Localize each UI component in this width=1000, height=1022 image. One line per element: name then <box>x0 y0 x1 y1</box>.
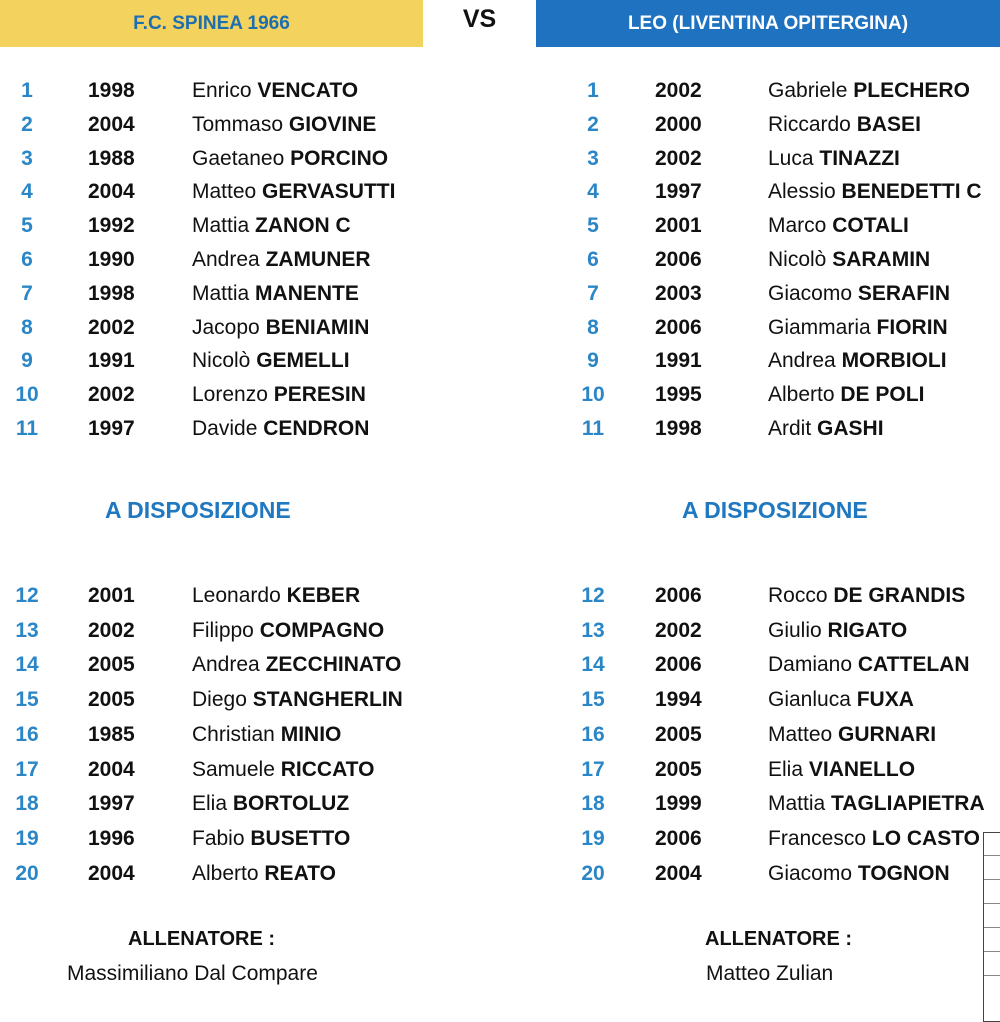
player-name <box>192 862 336 886</box>
home-team-column <box>0 0 500 1000</box>
player-first-name: Tommaso <box>192 112 284 136</box>
player-birth-year: 2004 <box>88 112 135 136</box>
player-row <box>0 211 500 241</box>
player-last-name: BENEDETTI C <box>841 180 982 204</box>
player-last-name: TINAZZI <box>819 146 900 170</box>
player-birth-year: 2006 <box>655 584 702 607</box>
player-row <box>0 650 500 680</box>
player-number: 16 <box>581 722 605 746</box>
player-name <box>192 79 358 103</box>
player-number: 7 <box>587 281 599 305</box>
player-last-name: GASHI <box>817 417 884 440</box>
player-last-name: VIANELLO <box>808 757 916 781</box>
player-first-name: Luca <box>768 146 814 170</box>
player-name <box>192 619 384 643</box>
player-last-name: DE GRANDIS <box>833 584 966 607</box>
player-birth-year: 2001 <box>88 584 135 607</box>
player-row <box>500 313 1000 343</box>
player-first-name: Christian <box>192 722 275 746</box>
player-name <box>768 147 900 171</box>
away-subs-title: A DISPOSIZIONE <box>682 497 868 523</box>
player-name <box>192 113 376 137</box>
player-name <box>192 147 388 171</box>
player-name <box>192 827 350 851</box>
player-birth-year: 1998 <box>655 417 702 440</box>
player-row <box>500 279 1000 309</box>
player-birth-year: 2002 <box>88 315 135 339</box>
player-last-name: GURNARI <box>838 722 937 746</box>
player-row <box>500 245 1000 275</box>
player-birth-year: 2002 <box>655 618 702 642</box>
player-birth-year: 1998 <box>88 79 135 102</box>
player-last-name: PORCINO <box>290 146 389 170</box>
player-name <box>768 113 921 137</box>
player-birth-year: 1996 <box>88 826 135 850</box>
player-number: 17 <box>15 757 39 781</box>
player-last-name: VENCATO <box>257 79 359 102</box>
player-number: 19 <box>581 826 605 850</box>
player-row <box>0 380 500 410</box>
player-number: 5 <box>587 214 599 238</box>
player-birth-year: 2004 <box>88 180 135 204</box>
player-birth-year: 2003 <box>655 281 702 305</box>
player-birth-year: 2000 <box>655 112 702 136</box>
player-number: 12 <box>581 584 605 607</box>
player-birth-year: 2002 <box>88 618 135 642</box>
away-team-column <box>500 0 1000 1000</box>
player-row <box>500 650 1000 680</box>
player-name <box>768 758 915 782</box>
player-row <box>0 824 500 854</box>
player-first-name: Gaetaneo <box>192 146 285 170</box>
home-subs-title: A DISPOSIZIONE <box>105 497 291 523</box>
corner-table-fragment <box>983 832 1000 1022</box>
player-row <box>500 859 1000 889</box>
player-name <box>768 214 909 238</box>
player-name <box>192 584 360 608</box>
player-number: 11 <box>581 417 605 440</box>
player-birth-year: 2004 <box>655 861 702 885</box>
player-name <box>192 688 403 712</box>
player-last-name: BORTOLUZ <box>232 792 350 816</box>
player-birth-year: 1999 <box>655 792 702 816</box>
player-row <box>0 245 500 275</box>
player-name <box>768 383 924 407</box>
player-name <box>768 619 907 643</box>
player-number: 19 <box>15 826 39 850</box>
away-coach-label: ALLENATORE : <box>705 928 853 950</box>
player-name <box>768 653 969 677</box>
player-row <box>500 76 1000 106</box>
player-number: 18 <box>15 792 39 816</box>
player-first-name: Lorenzo <box>192 383 268 407</box>
player-number: 16 <box>15 722 39 746</box>
player-row <box>500 755 1000 785</box>
player-number: 17 <box>581 757 605 781</box>
player-last-name: FUXA <box>856 688 914 712</box>
player-birth-year: 1991 <box>88 349 135 373</box>
player-last-name: KEBER <box>286 584 361 607</box>
player-row <box>0 616 500 646</box>
player-first-name: Samuele <box>192 757 275 781</box>
player-last-name: SERAFIN <box>857 281 951 305</box>
player-number: 9 <box>21 349 33 373</box>
player-first-name: Marco <box>768 214 827 238</box>
player-row <box>500 144 1000 174</box>
player-first-name: Giammaria <box>768 315 871 339</box>
player-last-name: REATO <box>264 861 336 885</box>
player-last-name: ZECCHINATO <box>265 653 402 677</box>
player-name <box>768 180 982 204</box>
player-number: 1 <box>21 79 33 102</box>
player-last-name: MORBIOLI <box>841 349 947 373</box>
player-first-name: Gabriele <box>768 79 848 102</box>
player-row <box>500 177 1000 207</box>
player-row <box>0 789 500 819</box>
player-first-name: Alberto <box>768 383 835 407</box>
player-last-name: FIORIN <box>876 315 948 339</box>
player-row <box>0 685 500 715</box>
player-first-name: Alessio <box>768 180 836 204</box>
player-number: 6 <box>21 248 33 271</box>
player-first-name: Fabio <box>192 826 245 850</box>
player-name <box>768 417 884 441</box>
player-first-name: Andrea <box>192 653 260 677</box>
player-number: 15 <box>581 688 605 712</box>
player-birth-year: 1994 <box>655 688 702 712</box>
player-last-name: TOGNON <box>857 861 950 885</box>
player-row <box>0 720 500 750</box>
player-first-name: Giacomo <box>768 861 853 885</box>
player-birth-year: 2002 <box>655 146 702 170</box>
player-row <box>0 177 500 207</box>
player-number: 3 <box>587 146 599 170</box>
player-last-name: BUSETTO <box>250 826 351 850</box>
player-row <box>0 110 500 140</box>
player-name <box>768 349 947 373</box>
vs-label: VS <box>462 5 497 33</box>
player-last-name: GIOVINE <box>288 112 377 136</box>
player-number: 7 <box>21 281 33 305</box>
player-last-name: RICCATO <box>280 757 375 781</box>
player-first-name: Andrea <box>192 248 260 271</box>
player-first-name: Rocco <box>768 584 828 607</box>
player-first-name: Leonardo <box>192 584 281 607</box>
player-row <box>0 76 500 106</box>
player-first-name: Filippo <box>192 618 254 642</box>
player-name <box>768 688 914 712</box>
player-row <box>0 144 500 174</box>
player-birth-year: 1997 <box>655 180 702 204</box>
player-row <box>0 414 500 444</box>
player-name <box>192 653 401 677</box>
player-row <box>500 110 1000 140</box>
player-number: 18 <box>581 792 605 816</box>
player-row <box>500 581 1000 611</box>
player-number: 9 <box>587 349 599 373</box>
player-row <box>0 279 500 309</box>
player-number: 2 <box>21 112 33 136</box>
player-first-name: Nicolò <box>192 349 251 373</box>
player-name <box>192 180 395 204</box>
player-number: 14 <box>581 653 605 677</box>
player-number: 14 <box>15 653 39 677</box>
player-row <box>0 313 500 343</box>
player-name <box>192 214 351 238</box>
player-first-name: Matteo <box>192 180 257 204</box>
player-name <box>768 79 970 103</box>
player-birth-year: 2001 <box>655 214 702 238</box>
player-number: 10 <box>581 383 605 407</box>
player-last-name: SARAMIN <box>832 248 931 271</box>
player-number: 3 <box>21 146 33 170</box>
player-last-name: PLECHERO <box>853 79 970 102</box>
player-first-name: Davide <box>192 417 258 440</box>
player-last-name: CATTELAN <box>857 653 970 677</box>
player-birth-year: 2006 <box>655 653 702 677</box>
player-name <box>768 723 936 747</box>
player-number: 8 <box>587 315 599 339</box>
player-birth-year: 2005 <box>88 688 135 712</box>
player-first-name: Gianluca <box>768 688 851 712</box>
player-name <box>768 282 950 306</box>
player-last-name: TAGLIAPIETRA <box>831 792 985 816</box>
player-first-name: Mattia <box>192 281 250 305</box>
player-row <box>500 789 1000 819</box>
player-birth-year: 2006 <box>655 826 702 850</box>
player-first-name: Mattia <box>192 214 250 238</box>
away-coach-name: Matteo Zulian <box>706 962 834 985</box>
player-last-name: GERVASUTTI <box>262 180 396 204</box>
player-birth-year: 1988 <box>88 146 135 170</box>
player-row <box>500 720 1000 750</box>
player-row <box>0 755 500 785</box>
player-row <box>500 616 1000 646</box>
player-name <box>192 792 349 816</box>
player-name <box>192 758 374 782</box>
player-number: 12 <box>15 584 39 607</box>
player-last-name: CENDRON <box>263 417 370 440</box>
player-name <box>192 383 366 407</box>
player-first-name: Diego <box>192 688 247 712</box>
player-birth-year: 1992 <box>88 214 135 238</box>
player-last-name: ZAMUNER <box>265 248 371 271</box>
player-number: 20 <box>581 861 605 885</box>
away-team-name: LEO (LIVENTINA OPITERGINA) <box>627 12 909 34</box>
player-row <box>500 685 1000 715</box>
player-row <box>500 211 1000 241</box>
player-name <box>192 417 369 441</box>
player-first-name: Matteo <box>768 722 833 746</box>
player-name <box>192 282 359 306</box>
player-first-name: Enrico <box>192 79 252 102</box>
player-last-name: STANGHERLIN <box>252 688 403 712</box>
player-last-name: MANENTE <box>255 281 359 305</box>
player-name <box>192 349 350 373</box>
player-number: 13 <box>15 618 39 642</box>
player-birth-year: 1991 <box>655 349 702 373</box>
player-number: 1 <box>587 79 599 102</box>
player-birth-year: 2002 <box>655 79 702 102</box>
player-birth-year: 2006 <box>655 315 702 339</box>
player-birth-year: 2004 <box>88 757 135 781</box>
player-last-name: BENIAMIN <box>265 315 370 339</box>
player-number: 8 <box>21 315 33 339</box>
player-row <box>500 346 1000 376</box>
player-first-name: Alberto <box>192 861 259 885</box>
player-number: 5 <box>21 214 33 238</box>
player-number: 15 <box>15 688 39 712</box>
player-name <box>768 862 950 886</box>
player-birth-year: 2006 <box>655 248 702 271</box>
player-first-name: Andrea <box>768 349 836 373</box>
player-birth-year: 2002 <box>88 383 135 407</box>
player-birth-year: 2005 <box>655 757 702 781</box>
player-first-name: Jacopo <box>192 315 260 339</box>
player-first-name: Giulio <box>768 618 822 642</box>
player-last-name: COMPAGNO <box>259 618 385 642</box>
player-number: 10 <box>15 383 39 407</box>
player-number: 4 <box>587 180 599 204</box>
player-last-name: MINIO <box>280 722 342 746</box>
player-name <box>192 316 369 340</box>
player-first-name: Giacomo <box>768 281 853 305</box>
home-coach-label: ALLENATORE : <box>128 928 276 950</box>
player-birth-year: 1997 <box>88 792 135 816</box>
home-coach-name: Massimiliano Dal Compare <box>67 962 318 985</box>
player-row <box>0 581 500 611</box>
player-birth-year: 2005 <box>655 722 702 746</box>
player-first-name: Riccardo <box>768 112 851 136</box>
player-name <box>192 248 371 272</box>
player-first-name: Elia <box>192 792 228 816</box>
player-birth-year: 1990 <box>88 248 135 271</box>
player-birth-year: 1985 <box>88 722 135 746</box>
player-number: 6 <box>587 248 599 271</box>
player-birth-year: 1998 <box>88 281 135 305</box>
player-row <box>0 346 500 376</box>
player-number: 4 <box>21 180 33 204</box>
player-last-name: LO CASTO <box>871 826 981 850</box>
player-number: 13 <box>581 618 605 642</box>
player-name <box>768 248 930 272</box>
player-first-name: Francesco <box>768 826 867 850</box>
player-name <box>768 316 948 340</box>
player-name <box>768 827 980 851</box>
player-name <box>768 584 965 608</box>
player-birth-year: 2005 <box>88 653 135 677</box>
player-last-name: RIGATO <box>827 618 908 642</box>
player-number: 11 <box>15 417 39 440</box>
player-row <box>500 380 1000 410</box>
player-first-name: Damiano <box>768 653 853 677</box>
player-row <box>500 414 1000 444</box>
player-last-name: ZANON C <box>255 214 351 238</box>
player-last-name: COTALI <box>832 214 909 238</box>
player-name <box>192 723 341 747</box>
home-team-name: F.C. SPINEA 1966 <box>133 12 290 34</box>
player-birth-year: 2004 <box>88 861 135 885</box>
player-first-name: Elia <box>768 757 804 781</box>
player-row <box>0 859 500 889</box>
player-first-name: Nicolò <box>768 248 827 271</box>
player-name <box>768 792 985 816</box>
player-birth-year: 1995 <box>655 383 702 407</box>
player-last-name: PERESIN <box>273 383 366 407</box>
player-birth-year: 1997 <box>88 417 135 440</box>
player-last-name: GEMELLI <box>256 349 350 373</box>
player-first-name: Ardit <box>768 417 812 440</box>
player-first-name: Mattia <box>768 792 826 816</box>
player-number: 20 <box>15 861 39 885</box>
player-last-name: DE POLI <box>840 383 925 407</box>
player-row <box>500 824 1000 854</box>
player-last-name: BASEI <box>856 112 921 136</box>
player-number: 2 <box>587 112 599 136</box>
